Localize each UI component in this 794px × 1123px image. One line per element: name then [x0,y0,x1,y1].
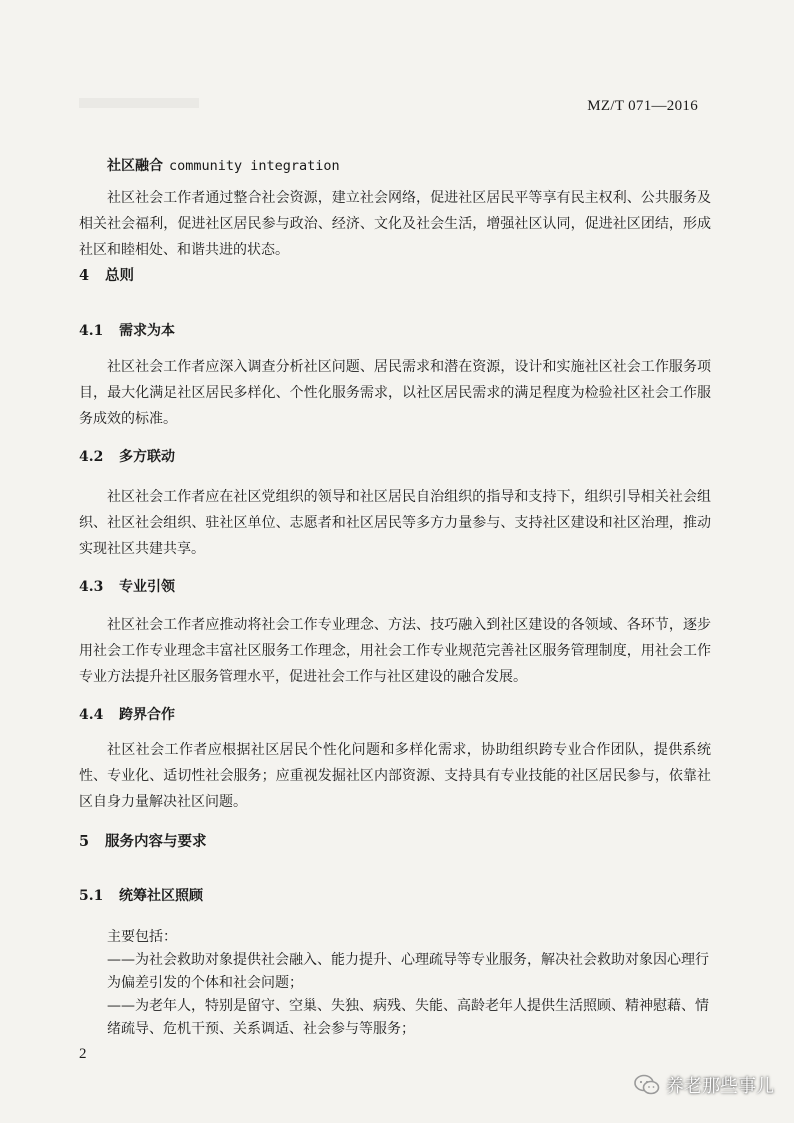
section-5-heading [79,830,711,851]
section-4-2-heading [79,446,711,466]
paragraph: 社区社会工作者应根据社区居民个性化问题和多样化需求，协助组织跨专业合作团队，提供系统性、专业化、适切性社会服务；应重视发掘社区内部资源、支持具有专业技能的社区居民参与，依靠社区自身力量解决社区问题。 [79,742,711,810]
section-number: 4.3 [79,579,104,595]
section-4-3-body [79,612,711,690]
standard-code: MZ/T 071—2016 [587,98,698,114]
list-item-text: ——为老年人，特别是留守、空巢、失独、病残、失能、高龄老年人提供生活照顾、精神慰藉、情 [107,998,709,1014]
list-item-text: ——为社会救助对象提供社会融入、能力提升、心理疏导等专业服务，解决社会救助对象因心理行 [107,952,709,968]
term-title-cn: 社区融合 [107,158,163,174]
section-4-3-heading [79,576,711,596]
wechat-icon [634,1074,660,1096]
list-lead: 主要包括： [107,929,177,945]
section-number: 4 [79,267,90,284]
paragraph: 社区社会工作者应在社区党组织的领导和社区居民自治组织的指导和支持下，组织引导相关社会组织、社区社会组织、驻社区单位、志愿者和社区居民等多方力量参与、支持社区建设和社区治理，推动实现社区共建共享。 [79,489,711,557]
section-title: 需求为本 [119,323,175,339]
section-4-4-body [79,737,711,815]
bleed-through-header [79,98,199,108]
term-definition: 社区社会工作者通过整合社会资源，建立社会网络，促进社区居民平等享有民主权利、公共服务及相关社会福利，促进社区居民参与政治、经济、文化及社会生活，增强社区认同，促进社区团结，形成社区和睦相处、和谐共进的状态。 [79,190,711,258]
list-item-continuation: 绪疏导、危机干预、关系调适、社会参与等服务； [107,1021,415,1037]
section-number: 4.4 [79,707,104,723]
section-4-1-heading [79,320,711,340]
section-title: 专业引领 [119,579,175,595]
term-title-en: community integration [169,158,340,174]
list-item [79,995,711,1041]
section-title: 跨界合作 [119,707,175,723]
section-number: 4.1 [79,323,104,339]
section-title: 服务内容与要求 [105,833,207,850]
section-number: 5.1 [79,888,104,904]
list-item [79,949,711,995]
term-entry [79,155,711,263]
list-item-continuation: 为偏差引发的个体和社会问题； [107,975,303,991]
section-number: 4.2 [79,449,104,465]
section-4-1-body [79,354,711,432]
section-4-4-heading [79,704,711,724]
page-number: 2 [79,1046,87,1062]
section-number: 5 [79,833,90,850]
section-5-1-heading [79,885,711,905]
wechat-watermark [634,1072,774,1098]
section-title: 多方联动 [119,449,175,465]
section-4-heading [79,264,711,285]
paragraph: 社区社会工作者应深入调查分析社区问题、居民需求和潜在资源，设计和实施社区社会工作服务项目，最大化满足社区居民多样化、个性化服务需求，以社区居民需求的满足程度为检验社区社会工作服务成效的标准。 [79,359,711,427]
paragraph: 社区社会工作者应推动将社会工作专业理念、方法、技巧融入到社区建设的各领域、各环节，逐步用社会工作专业理念丰富社区服务工作理念，用社会工作专业规范完善社区服务管理制度，用社会工作专业方法提升社区服务管理水平，促进社会工作与社区建设的融合发展。 [79,617,711,685]
section-title: 总则 [105,267,134,284]
term-title [79,155,711,175]
section-5-1-list [79,926,711,1041]
section-4-2-body [79,484,711,562]
watermark-text: 养老那些事儿 [666,1076,774,1097]
section-title: 统筹社区照顾 [119,888,203,904]
